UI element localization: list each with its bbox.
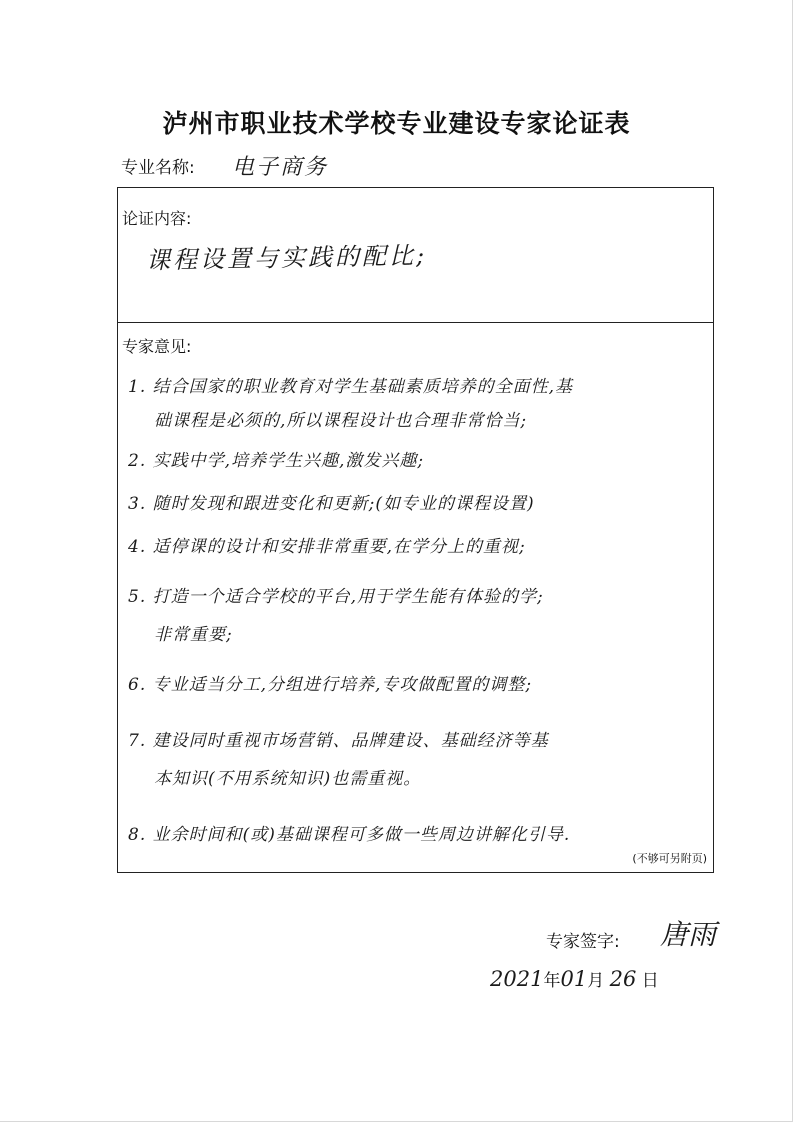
signature-label: 专家签字: bbox=[546, 932, 620, 952]
form-table bbox=[117, 187, 714, 873]
opinion-line-9: 7. 建设同时重视市场营销、品牌建设、基础经济等基 bbox=[128, 731, 549, 751]
opinion-line-7: 非常重要; bbox=[154, 625, 233, 645]
opinion-label: 专家意见: bbox=[122, 337, 192, 356]
opinion-line-10: 本知识(不用系统知识)也需重视。 bbox=[154, 769, 422, 789]
opinion-line-3: 2. 实践中学,培养学生兴趣,激发兴趣; bbox=[128, 451, 425, 471]
date-month: 01 bbox=[560, 967, 588, 991]
signature-value: 唐雨 bbox=[660, 918, 717, 951]
opinion-line-5: 4. 适停课的设计和安排非常重要,在学分上的重视; bbox=[128, 537, 526, 557]
major-value: 电子商务 bbox=[232, 155, 329, 180]
content-label: 论证内容: bbox=[122, 209, 192, 228]
opinion-line-11: 8. 业余时间和(或)基础课程可多做一些周边讲解化引导. bbox=[128, 825, 571, 845]
table-divider bbox=[118, 322, 713, 323]
sign-date bbox=[490, 966, 659, 991]
date-day-unit: 日 bbox=[641, 971, 659, 991]
date-month-unit: 月 bbox=[587, 971, 605, 991]
opinion-line-6: 5. 打造一个适合学校的平台,用于学生能有体验的学; bbox=[128, 587, 544, 607]
date-year-unit: 年 bbox=[543, 971, 561, 991]
opinion-line-4: 3. 随时发现和跟进变化和更新;(如专业的课程设置) bbox=[128, 494, 535, 514]
opinion-line-1: 1. 结合国家的职业教育对学生基础素质培养的全面性,基 bbox=[128, 377, 574, 397]
date-year: 2021 bbox=[490, 967, 544, 991]
major-label: 专业名称: bbox=[121, 158, 195, 178]
form-title: 泸州市职业技术学校专业建设专家论证表 bbox=[162, 109, 631, 138]
opinion-line-2: 础课程是必须的,所以课程设计也合理非常恰当; bbox=[154, 411, 528, 431]
date-day: 26 bbox=[609, 967, 637, 991]
extra-page-note: (不够可另附页) bbox=[632, 852, 707, 865]
content-value: 课程设置与实践的配比; bbox=[145, 241, 428, 275]
opinion-line-8: 6. 专业适当分工,分组进行培养,专攻做配置的调整; bbox=[128, 675, 533, 695]
